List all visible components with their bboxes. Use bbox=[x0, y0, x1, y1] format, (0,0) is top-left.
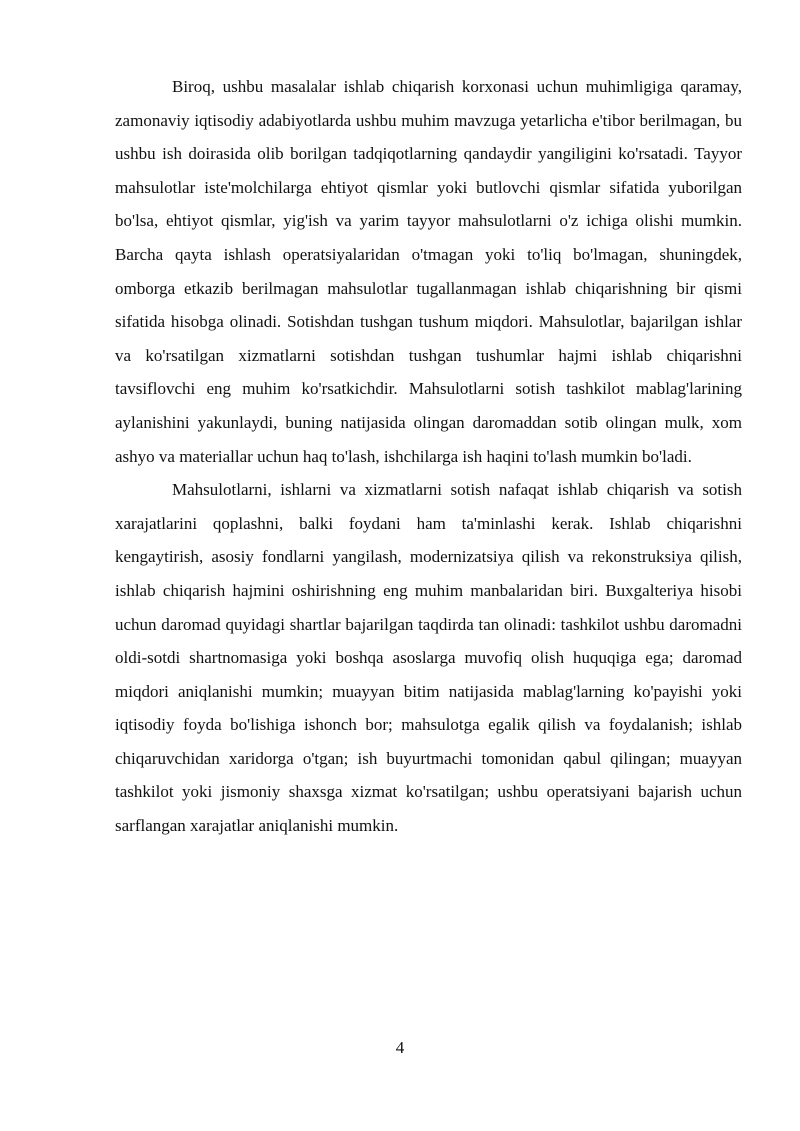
page-body bbox=[115, 70, 742, 843]
paragraph-1: Biroq, ushbu masalalar ishlab chiqarish korxonasi uchun muhimligiga qaramay, zamonaviy iqtisodiy adabiyotlarda ushbu muhim mavzuga yetarlicha e'tibor berilmagan, bu ushbu ish doirasida olib borilgan tadqiqotlarning qandaydir yangiligini ko'rsatadi. Tayyor mahsulotlar iste'molchilarga ehtiyot qismlar yoki butlovchi qismlar sifatida yuborilgan bo'lsa, ehtiyot qismlar, yig'ish va yarim tayyor mahsulotlarni o'z ichiga olishi mumkin. Barcha qayta ishlash operatsiyalaridan o'tmagan yoki to'liq bo'lmagan, shuningdek, omborga etkazib berilmagan mahsulotlar tugallanmagan ishlab chiqarishning bir qismi sifatida hisobga olinadi. Sotishdan tushgan tushum miqdori. Mahsulotlar, bajarilgan ishlar va ko'rsatilgan xizmatlarni sotishdan tushgan tushumlar hajmi ishlab chiqarishni tavsiflovchi eng muhim ko'rsatkichdir. Mahsulotlarni sotish tashkilot mablag'larining aylanishini yakunlaydi, buning natijasida olingan daromaddan sotib olingan mulk, xom ashyo va materiallar uchun haq to'lash, ishchilarga ish haqini to'lash mumkin bo'ladi. bbox=[115, 77, 742, 466]
paragraph-2: Mahsulotlarni, ishlarni va xizmatlarni sotish nafaqat ishlab chiqarish va sotish xarajatlarini qoplashni, balki foydani ham ta'minlashi kerak. Ishlab chiqarishni kengaytirish, asosiy fondlarni yangilash, modernizatsiya qilish va rekonstruksiya qilish, ishlab chiqarish hajmini oshirishning eng muhim manbalaridan biri. Buxgalteriya hisobi uchun daromad quyidagi shartlar bajarilgan taqdirda tan olinadi: tashkilot ushbu daromadni oldi-sotdi shartnomasiga yoki boshqa asoslarga muvofiq olish huquqiga ega; daromad miqdori aniqlanishi mumkin; muayyan bitim natijasida mablag'larning ko'payishi yoki iqtisodiy foyda bo'lishiga ishonch bor; mahsulotga egalik qilish va foydalanish; ishlab chiqaruvchidan xaridorga o'tgan; ish buyurtmachi tomonidan qabul qilingan; muayyan tashkilot yoki jismoniy shaxsga xizmat ko'rsatilgan; ushbu operatsiyani bajarish uchun sarflangan xarajatlar aniqlanishi mumkin. bbox=[115, 480, 742, 836]
page-number: 4 bbox=[395, 1038, 405, 1057]
